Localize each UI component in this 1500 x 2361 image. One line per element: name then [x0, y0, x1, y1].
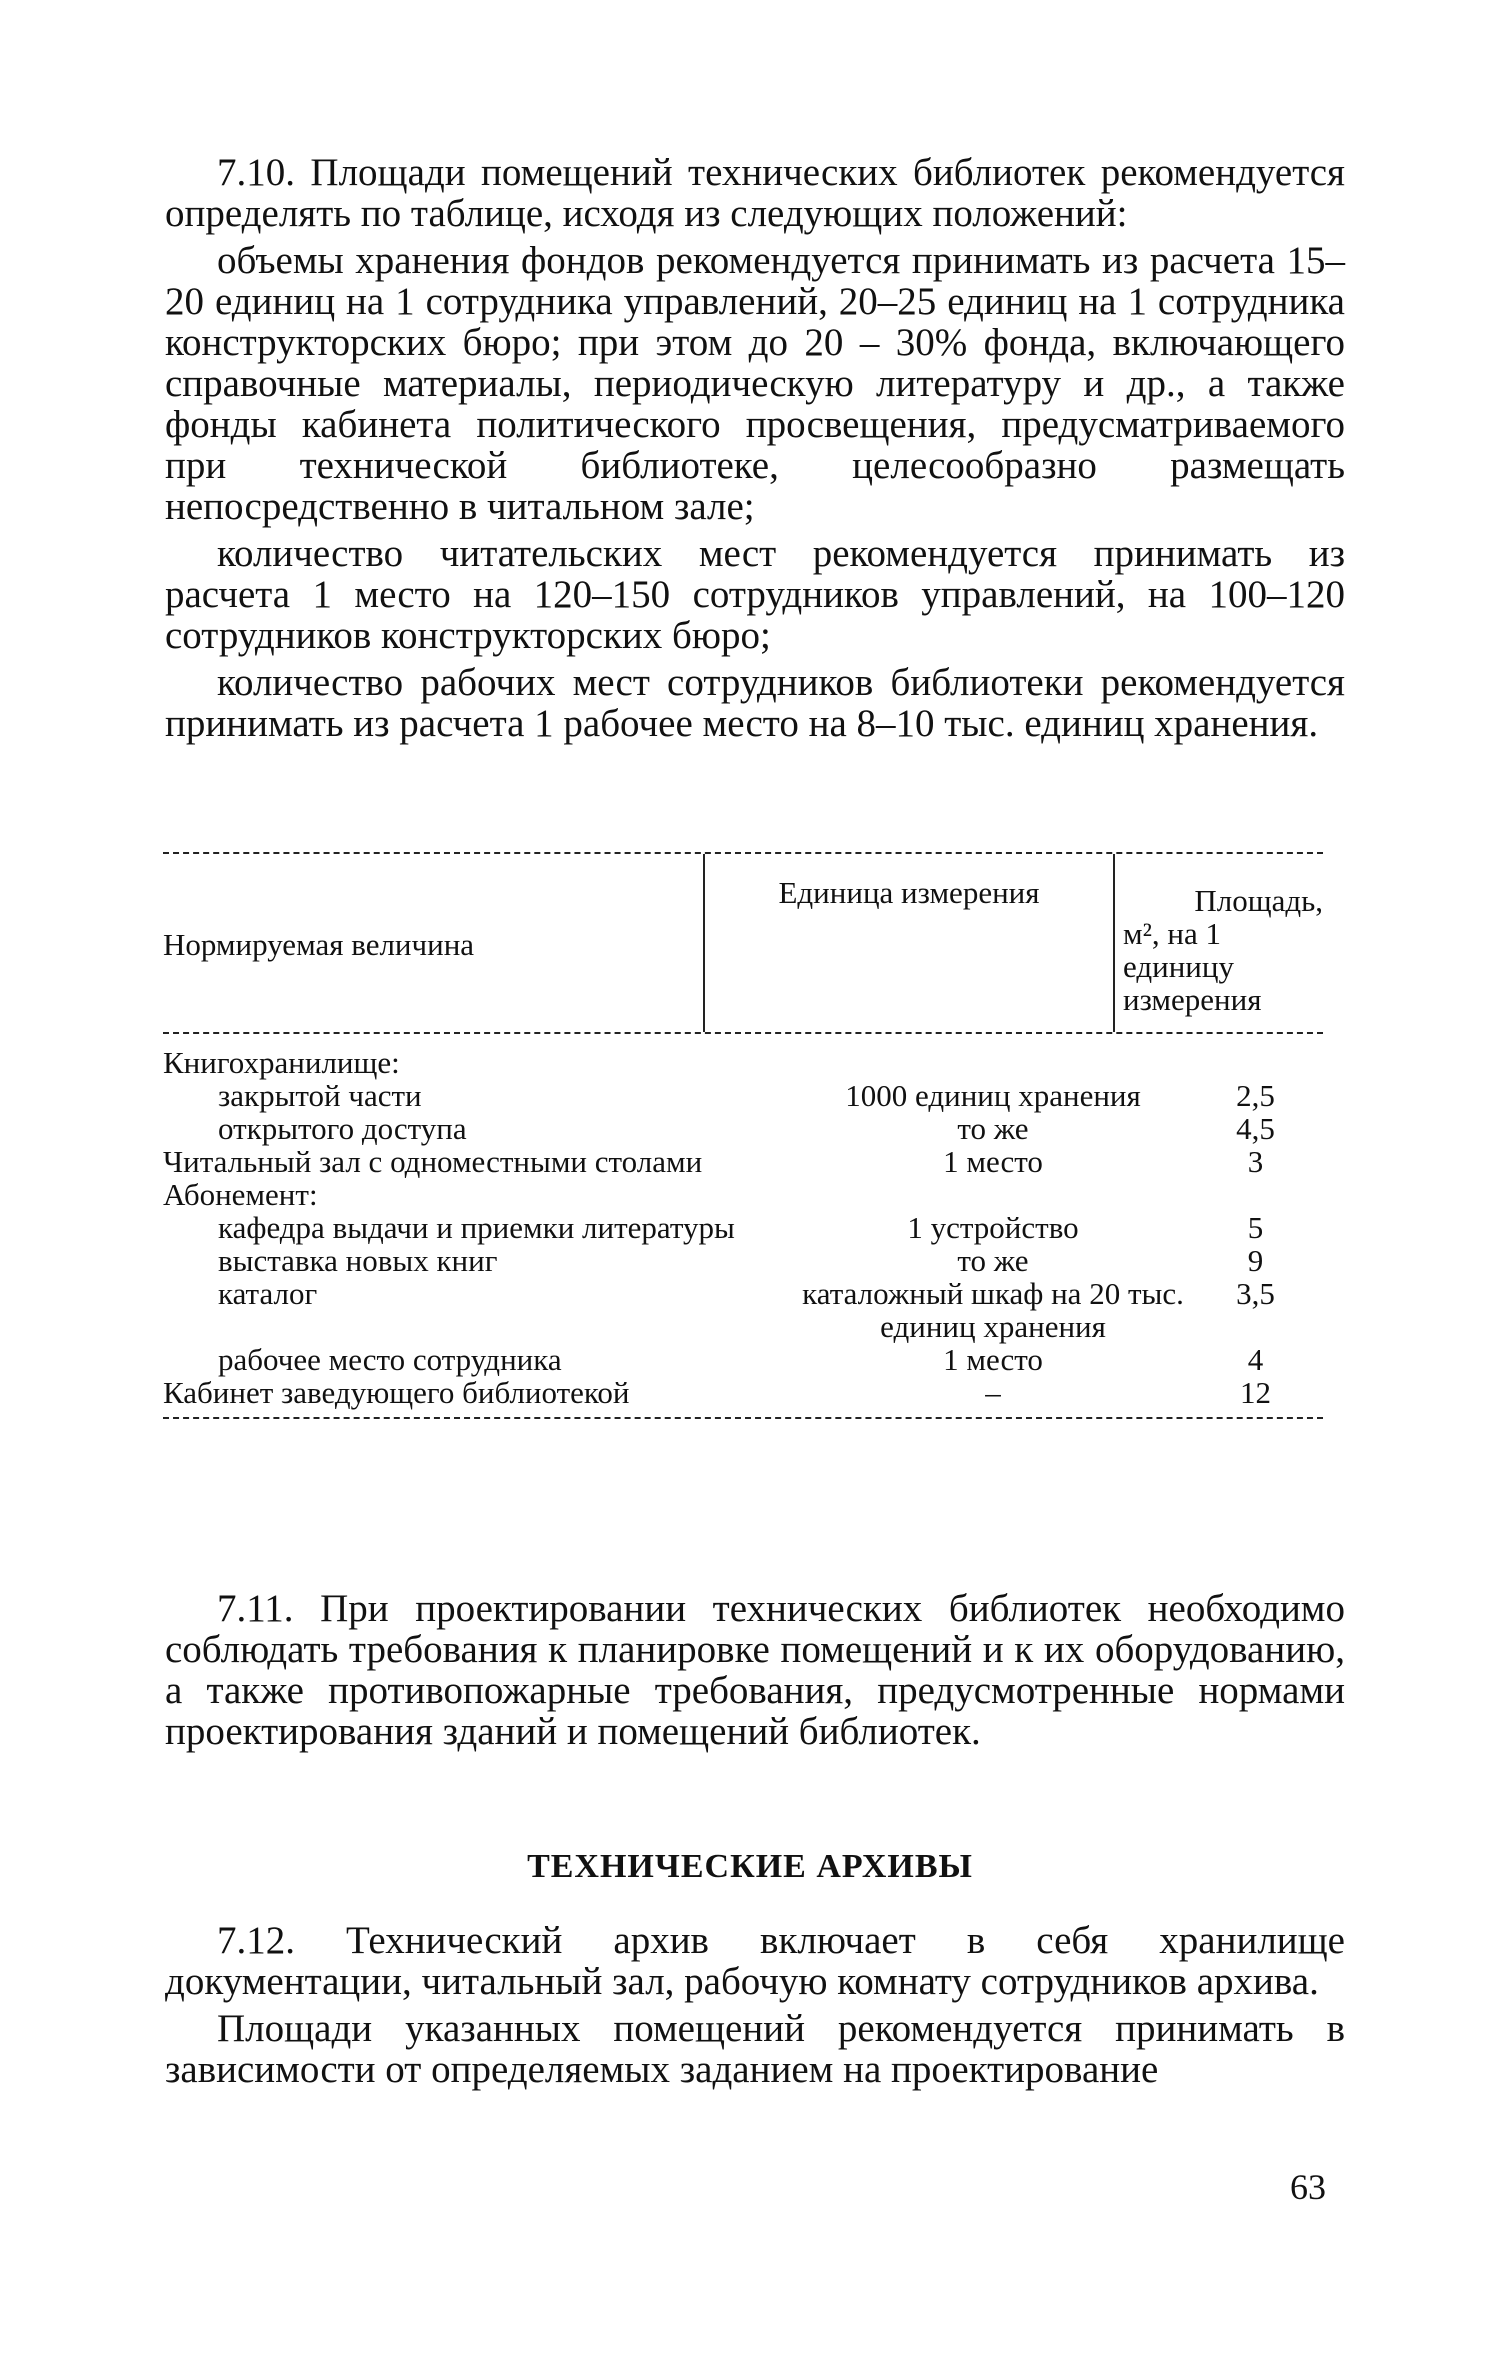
- row-area: 3,5: [1236, 1276, 1275, 1311]
- paragraph: Площади указанных помещений рекомендуется принимать в зависимости от определяемых заданием на проектирование: [165, 2007, 1345, 2091]
- section-7-10: [165, 152, 1345, 744]
- page-number: 63: [1290, 2167, 1326, 2207]
- row-area: 9: [1247, 1243, 1264, 1278]
- row-name: каталог: [218, 1276, 318, 1311]
- row-unit: каталожный шкаф на 20 тыс. единиц хранения: [802, 1276, 1184, 1344]
- row-unit: 1 устройство: [907, 1210, 1079, 1245]
- row-unit: [798, 1178, 1188, 1211]
- row-area: 12: [1240, 1375, 1271, 1410]
- paragraph: 7.10. Площади помещений технических библиотек рекомендуется определять по таблице, исходя из следующих положений:: [165, 151, 1345, 235]
- row-unit: 1 место: [943, 1342, 1043, 1377]
- header-quantity: Нормируемая величина: [163, 926, 475, 962]
- row-area: 2,5: [1236, 1078, 1275, 1113]
- table-header: [163, 854, 1323, 1032]
- row-name: открытого доступа: [218, 1111, 467, 1146]
- table-bottom-rule: [163, 1417, 1323, 1419]
- row-name: кафедра выдачи и приемки литературы: [218, 1210, 735, 1245]
- row-unit: –: [985, 1375, 1001, 1410]
- table-row: [163, 1343, 1323, 1376]
- row-area: [1188, 1178, 1323, 1211]
- paragraph: объемы хранения фондов рекомендуется принимать из расчета 15–20 единиц на 1 сотрудника управлений, 20–25 единиц на 1 сотрудника конструкторских бюро; при этом до 20 – 30% фонда, включающего справочные материалы, периодическую литературу и др., а также фонды кабинета политического просвещения, предусматриваемого при технической библиотеке, целесообразно размещать непосредственно в читальном зале;: [165, 239, 1345, 528]
- header-area-line2: м², на 1 единицу измерения: [1123, 916, 1262, 1017]
- row-name: Книгохранилище:: [163, 1045, 400, 1080]
- row-unit: [798, 1046, 1188, 1079]
- table-row: [163, 1178, 1323, 1211]
- row-area: 3: [1247, 1144, 1264, 1179]
- paragraph: количество читательских мест рекомендуется принимать из расчета 1 место на 120–150 сотрудников управлений, на 100–120 сотрудников конструкторских бюро;: [165, 532, 1345, 657]
- section-7-11: [165, 1588, 1345, 1752]
- table-row: [163, 1145, 1323, 1178]
- header-area-line1: Площадь,: [1194, 883, 1323, 918]
- row-name: Кабинет заведующего библиотекой: [163, 1375, 630, 1410]
- table-row: [163, 1211, 1323, 1244]
- library-area-table: [163, 852, 1323, 1419]
- row-unit: то же: [957, 1111, 1029, 1146]
- row-unit: то же: [957, 1243, 1029, 1278]
- row-area: 4: [1247, 1342, 1264, 1377]
- paragraph: 7.12. Технический архив включает в себя хранилище документации, читальный зал, рабочую комнату сотрудников архива.: [165, 1919, 1345, 2003]
- row-name: выставка новых книг: [218, 1243, 498, 1278]
- header-unit: Единица измерения: [703, 854, 1115, 1032]
- table-row: [163, 1112, 1323, 1145]
- row-area: 5: [1247, 1210, 1264, 1245]
- section-7-12: [165, 1920, 1345, 2090]
- table-row: [163, 1376, 1323, 1409]
- table-row: [163, 1046, 1323, 1079]
- table-row: [163, 1277, 1323, 1343]
- header-area: [1115, 854, 1323, 1032]
- row-unit: 1 место: [943, 1144, 1043, 1179]
- table-row: [163, 1079, 1323, 1112]
- row-name: рабочее место сотрудника: [218, 1342, 562, 1377]
- row-name: закрытой части: [218, 1078, 422, 1113]
- row-unit: 1000 единиц хранения: [845, 1078, 1141, 1113]
- paragraph: 7.11. При проектировании технических библиотек необходимо соблюдать требования к планировке помещений и к их оборудованию, а также противопожарные требования, предусмотренные нормами проектирования зданий и помещений библиотек.: [165, 1587, 1345, 1753]
- paragraph: количество рабочих мест сотрудников библиотеки рекомендуется принимать из расчета 1 рабочее место на 8–10 тыс. единиц хранения.: [165, 661, 1345, 745]
- row-name: Абонемент:: [163, 1177, 318, 1212]
- table-row: [163, 1244, 1323, 1277]
- table-body: [163, 1034, 1323, 1417]
- row-name: Читальный зал с одноместными столами: [163, 1144, 703, 1179]
- row-area: 4,5: [1236, 1111, 1275, 1146]
- row-area: [1188, 1046, 1323, 1079]
- section-heading: ТЕХНИЧЕСКИЕ АРХИВЫ: [527, 1848, 973, 1885]
